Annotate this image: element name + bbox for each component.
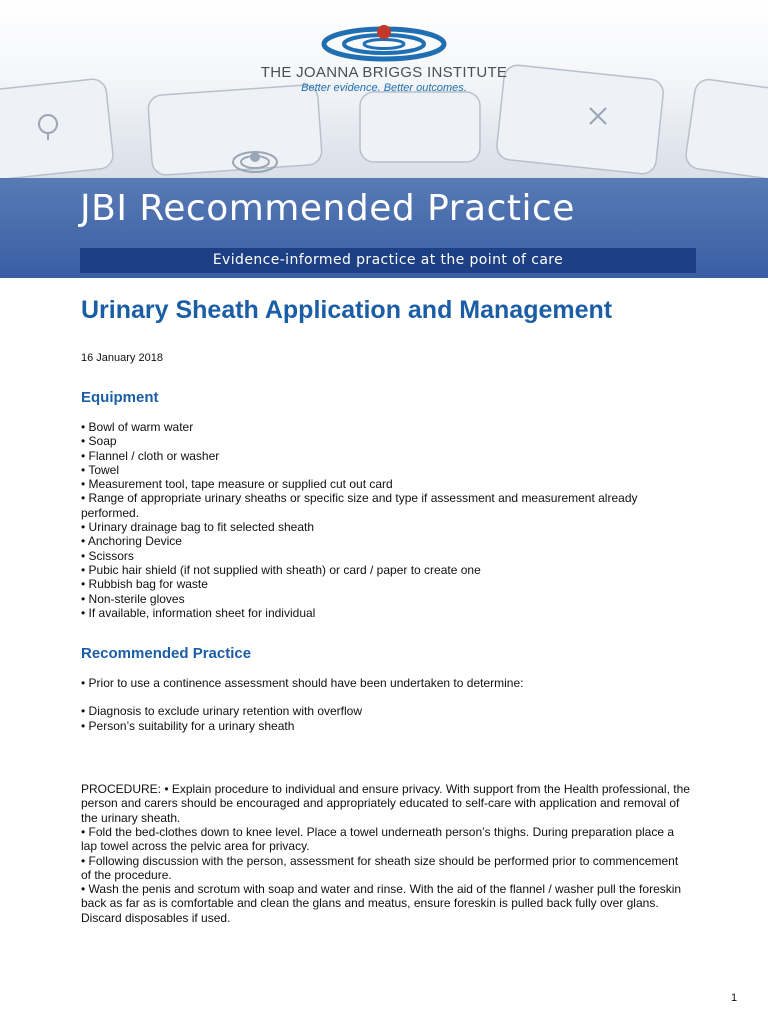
list-item: • Pubic hair shield (if not supplied with sheath) or card / paper to create one xyxy=(81,562,481,577)
equipment-list xyxy=(81,420,691,620)
procedure-paragraph: • Wash the penis and scrotum with soap and water and rinse. With the aid of the flannel / washer pull the foreskin back as far as is comfortable and clean the glans and meatus, ensure foreskin is pulled back fully over glans. Discard disposables if used. xyxy=(81,882,682,925)
banner-title: JBI Recommended Practice xyxy=(80,188,575,229)
list-item: • Anchoring Device xyxy=(81,534,182,549)
page-number: 1 xyxy=(731,992,738,1004)
document-title: Urinary Sheath Application and Management xyxy=(81,296,613,324)
procedure-paragraph: • Fold the bed-clothes down to knee level. Place a towel underneath person’s thighs. During preparation place a lap towel across the pelvic area for privacy. xyxy=(81,824,675,854)
list-item: • Diagnosis to exclude urinary retention with overflow xyxy=(81,704,363,719)
header-banner xyxy=(0,0,768,278)
procedure-paragraph: PROCEDURE: • Explain procedure to individual and ensure privacy. With support from the Health professional, the person and carers should be encouraged and appropriately educated to self-care with application and removal of the urinary sheath. xyxy=(81,782,690,825)
document-date: 16 January 2018 xyxy=(81,352,163,364)
list-item: • Person’s suitability for a urinary sheath xyxy=(81,718,295,733)
banner-subtitle: Evidence-informed practice at the point of care xyxy=(80,248,696,273)
list-item: • Soap xyxy=(81,434,117,449)
list-item: • Flannel / cloth or washer xyxy=(81,448,220,463)
jbi-logo-icon xyxy=(319,22,449,62)
list-item: • Towel xyxy=(81,462,119,477)
list-item: • Urinary drainage bag to fit selected sheath xyxy=(81,520,315,535)
recommended-practice-heading: Recommended Practice xyxy=(81,645,252,663)
list-item: • Bowl of warm water xyxy=(81,420,194,434)
list-item: • Rubbish bag for waste xyxy=(81,577,208,592)
organization-tagline: Better evidence. Better outcomes. xyxy=(301,82,467,94)
procedure-section xyxy=(81,782,691,925)
list-item: • Scissors xyxy=(81,548,134,563)
recommended-practice-list xyxy=(81,704,691,733)
logo-area xyxy=(0,22,768,94)
document-body xyxy=(81,293,691,925)
procedure-paragraph: • Following discussion with the person, assessment for sheath size should be performed prior to commencement of the procedure. xyxy=(81,853,679,882)
list-item: • Measurement tool, tape measure or supplied cut out card xyxy=(81,477,393,492)
list-item: • Range of appropriate urinary sheaths or specific size and type if assessment and measurement already performed. xyxy=(81,491,638,520)
recommended-practice-intro: • Prior to use a continence assessment should have been undertaken to determine: xyxy=(81,676,524,691)
list-item: • If available, information sheet for individual xyxy=(81,605,316,620)
list-item: • Non-sterile gloves xyxy=(81,591,185,606)
organization-name: THE JOANNA BRIGGS INSTITUTE xyxy=(260,64,508,81)
equipment-heading: Equipment xyxy=(81,389,159,406)
